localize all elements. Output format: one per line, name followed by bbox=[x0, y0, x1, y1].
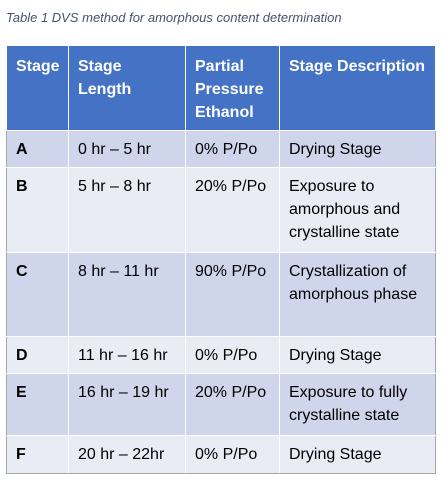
stage-cell: C bbox=[7, 253, 69, 337]
stage-cell: B bbox=[7, 168, 69, 253]
dvs-method-table bbox=[6, 45, 436, 474]
table-row bbox=[7, 436, 436, 474]
header-row bbox=[7, 46, 436, 131]
table-row bbox=[7, 374, 436, 436]
stage-length-cell: 11 hr – 16 hr bbox=[69, 337, 186, 374]
stage-length-cell: 20 hr – 22hr bbox=[69, 436, 186, 474]
stage-cell: F bbox=[7, 436, 69, 474]
stage-description-cell: Exposure to amorphous and crystalline state bbox=[280, 168, 436, 253]
stage-length-cell: 0 hr – 5 hr bbox=[69, 131, 186, 168]
table-row bbox=[7, 131, 436, 168]
header-stage-length: Stage Length bbox=[69, 46, 186, 131]
stage-length-cell: 16 hr – 19 hr bbox=[69, 374, 186, 436]
partial-pressure-cell: 20% P/Po bbox=[186, 168, 280, 253]
partial-pressure-cell: 20% P/Po bbox=[186, 374, 280, 436]
partial-pressure-cell: 0% P/Po bbox=[186, 337, 280, 374]
stage-cell: E bbox=[7, 374, 69, 436]
table-row bbox=[7, 168, 436, 253]
stage-length-cell: 5 hr – 8 hr bbox=[69, 168, 186, 253]
stage-description-cell: Drying Stage bbox=[280, 436, 436, 474]
partial-pressure-cell: 0% P/Po bbox=[186, 436, 280, 474]
table-body bbox=[7, 131, 436, 474]
stage-cell: A bbox=[7, 131, 69, 168]
header-stage: Stage bbox=[7, 46, 69, 131]
stage-description-cell: Drying Stage bbox=[280, 131, 436, 168]
table-row bbox=[7, 337, 436, 374]
header-partial-pressure-ethanol: Partial Pressure Ethanol bbox=[186, 46, 280, 131]
stage-description-cell: Exposure to fully crystalline state bbox=[280, 374, 436, 436]
header-stage-description: Stage Description bbox=[280, 46, 436, 131]
stage-description-cell: Drying Stage bbox=[280, 337, 436, 374]
table-header bbox=[7, 46, 436, 131]
table-row bbox=[7, 253, 436, 337]
partial-pressure-cell: 90% P/Po bbox=[186, 253, 280, 337]
stage-length-cell: 8 hr – 11 hr bbox=[69, 253, 186, 337]
stage-cell: D bbox=[7, 337, 69, 374]
partial-pressure-cell: 0% P/Po bbox=[186, 131, 280, 168]
table-caption: Table 1 DVS method for amorphous content determination bbox=[6, 10, 342, 25]
stage-description-cell: Crystallization of amorphous phase bbox=[280, 253, 436, 337]
